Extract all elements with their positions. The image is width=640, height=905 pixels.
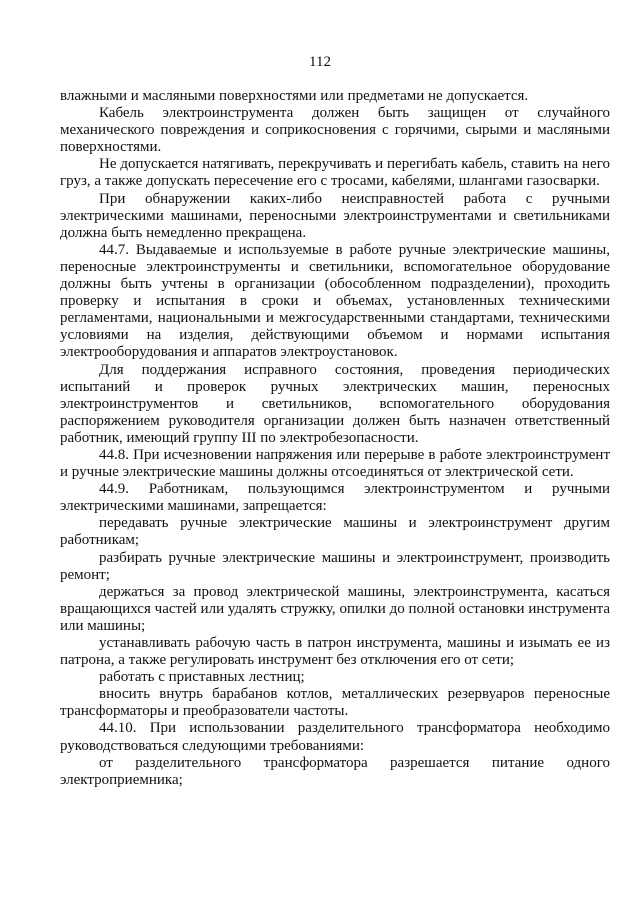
paragraph-11: держаться за провод электрической машины, электроинструмента, касаться вращающихся частей или удалять стружку, опилки до полной остановки инструмента или машины; (60, 583, 610, 634)
paragraph-9: передавать ручные электрические машины и электроинструмент другим работникам; (60, 515, 610, 549)
paragraph-3: Не допускается натягивать, перекручивать и перегибать кабель, ставить на него груз, а также допускать пересечение его с тросами, кабелями, шлангами газосварки. (60, 156, 610, 190)
paragraph-1: влажными и масляными поверхностями или предметами не допускается. (60, 88, 529, 104)
paragraph-15: 44.10. При использовании разделительного трансформатора необходимо руководствоваться следующими требованиями: (60, 720, 610, 754)
paragraph-8: 44.9. Работникам, пользующимся электроинструментом и ручными электрическими машинами, запрещается: (60, 481, 610, 515)
paragraph-14: вносить внутрь барабанов котлов, металлических резервуаров переносные трансформаторы и преобразователи частоты. (60, 686, 610, 720)
paragraph-2: Кабель электроинструмента должен быть защищен от случайного механического повреждения и соприкосновения с горячими, сырыми и масляными поверхностями. (60, 105, 610, 156)
paragraph-12: устанавливать рабочую часть в патрон инструмента, машины и изымать ее из патрона, а также регулировать инструмент без отключения его от сети; (60, 635, 610, 669)
paragraph-10: разбирать ручные электрические машины и электроинструмент, производить ремонт; (60, 549, 610, 583)
paragraph-16: от разделительного трансформатора разрешается питание одного электроприемника; (60, 754, 610, 788)
paragraph-5: 44.7. Выдаваемые и используемые в работе ручные электрические машины, переносные электроинструменты и светильники, вспомогательное оборудование должны быть учтены в организации (обособленном подразделении), проходить проверку и испытания в сроки и объемах, установленных техническими регламентами, национальными и межгосударственными стандартами, техническими условиями на изделия, действующими объемом и нормами испытания электрооборудования и аппаратов электроустановок. (60, 241, 610, 361)
page-number: 112 (309, 54, 331, 70)
paragraph-7: 44.8. При исчезновении напряжения или перерыве в работе электроинструмент и ручные электрические машины должны отсоединяться от электрической сети. (60, 446, 610, 481)
document-body (60, 88, 610, 789)
paragraph-13: работать с приставных лестниц; (99, 669, 305, 686)
paragraph-6: Для поддержания исправного состояния, проведения периодических испытаний и проверок ручных электрических машин, переносных электроинструментов и светильников, вспомогательного оборудования распоряжением руководителя организации должен быть назначен ответственный работник, имеющий группу III по электробезопасности. (60, 361, 610, 446)
paragraph-4: При обнаружении каких-либо неисправностей работа с ручными электрическими машинами, переносными электроинструментами и светильниками должна быть немедленно прекращена. (60, 190, 610, 241)
